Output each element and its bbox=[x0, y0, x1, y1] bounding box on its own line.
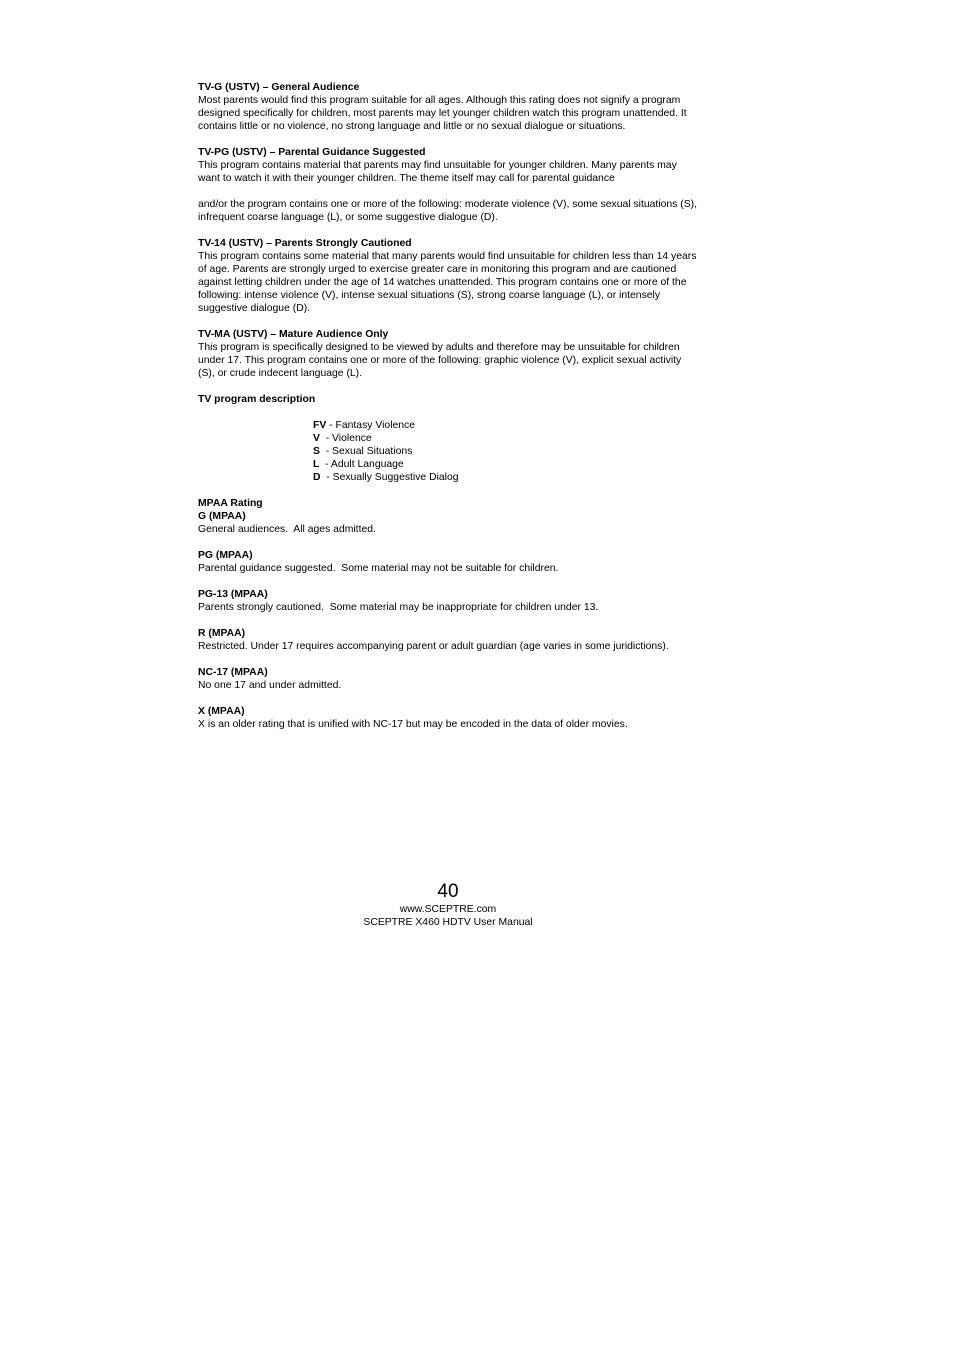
tvpg-heading: TV-PG (USTV) – Parental Guidance Suggested bbox=[198, 147, 426, 158]
mpaa-heading: MPAA Rating bbox=[198, 498, 263, 509]
x-heading: X (MPAA) bbox=[198, 706, 245, 717]
footer-website: www.SCEPTRE.com bbox=[399, 904, 497, 915]
content-code-list bbox=[313, 419, 698, 484]
list-item: D - Sexually Suggestive Dialog bbox=[313, 472, 459, 483]
tv14-text: This program contains some material that many parents would find unsuitable for children less than 14 years of age. Parents are strongly urged to exercise greater care in monitoring this program and are cautioned against letting children under the age of 14 watches unattended. This program contains one or more of the following: intense violence (V), intense sexual situations (S), strong coarse language (L), or intensely suggestive dialogue (D). bbox=[198, 251, 697, 314]
list-item: FV - Fantasy Violence bbox=[313, 420, 416, 431]
tv-description-heading: TV program description bbox=[198, 394, 316, 405]
tvma-text: This program is specifically designed to be viewed by adults and therefore may be unsuitable for children under 17. This program contains one or more of the following: graphic violence (V), explicit sexual activity (S), or crude indecent language (L). bbox=[198, 342, 682, 379]
list-item: S - Sexual Situations bbox=[313, 446, 413, 457]
list-item: V - Violence bbox=[313, 433, 372, 444]
pg-text: Parental guidance suggested. Some material may not be suitable for children. bbox=[198, 563, 559, 574]
r-heading: R (MPAA) bbox=[198, 628, 246, 639]
footer-manual-title: SCEPTRE X460 HDTV User Manual bbox=[363, 917, 533, 928]
tvpg-text-continued: and/or the program contains one or more of the following: moderate violence (V), some sexual situations (S), infrequent coarse language (L), or some suggestive dialogue (D). bbox=[198, 199, 697, 223]
pg13-heading: PG-13 (MPAA) bbox=[198, 589, 268, 600]
x-text: X is an older rating that is unified with NC-17 but may be encoded in the data of older movies. bbox=[198, 719, 628, 730]
g-heading: G (MPAA) bbox=[198, 511, 246, 522]
pg13-text: Parents strongly cautioned. Some material may be inappropriate for children under 13. bbox=[198, 602, 599, 613]
tvg-text: Most parents would find this program suitable for all ages. Although this rating does not signify a program designed specifically for children, most parents may let younger children watch this program unattended. It contains little or no violence, no strong language and little or no sexual dialogue or situations. bbox=[198, 95, 687, 132]
nc17-text: No one 17 and under admitted. bbox=[198, 680, 342, 691]
page-number: 40 bbox=[437, 881, 459, 902]
tvma-heading: TV-MA (USTV) – Mature Audience Only bbox=[198, 329, 389, 340]
pg-heading: PG (MPAA) bbox=[198, 550, 253, 561]
tvpg-text: This program contains material that parents may find unsuitable for younger children. Many parents may want to watch it with their younger children. The theme itself may call for parental guidance bbox=[198, 160, 677, 184]
tvg-heading: TV-G (USTV) – General Audience bbox=[198, 82, 360, 93]
g-text: General audiences. All ages admitted. bbox=[198, 524, 376, 535]
list-item: L - Adult Language bbox=[313, 459, 404, 470]
nc17-heading: NC-17 (MPAA) bbox=[198, 667, 268, 678]
tv14-heading: TV-14 (USTV) – Parents Strongly Cautioned bbox=[198, 238, 412, 249]
r-text: Restricted. Under 17 requires accompanying parent or adult guardian (age varies in some juridictions). bbox=[198, 641, 669, 652]
page-content bbox=[198, 81, 698, 731]
